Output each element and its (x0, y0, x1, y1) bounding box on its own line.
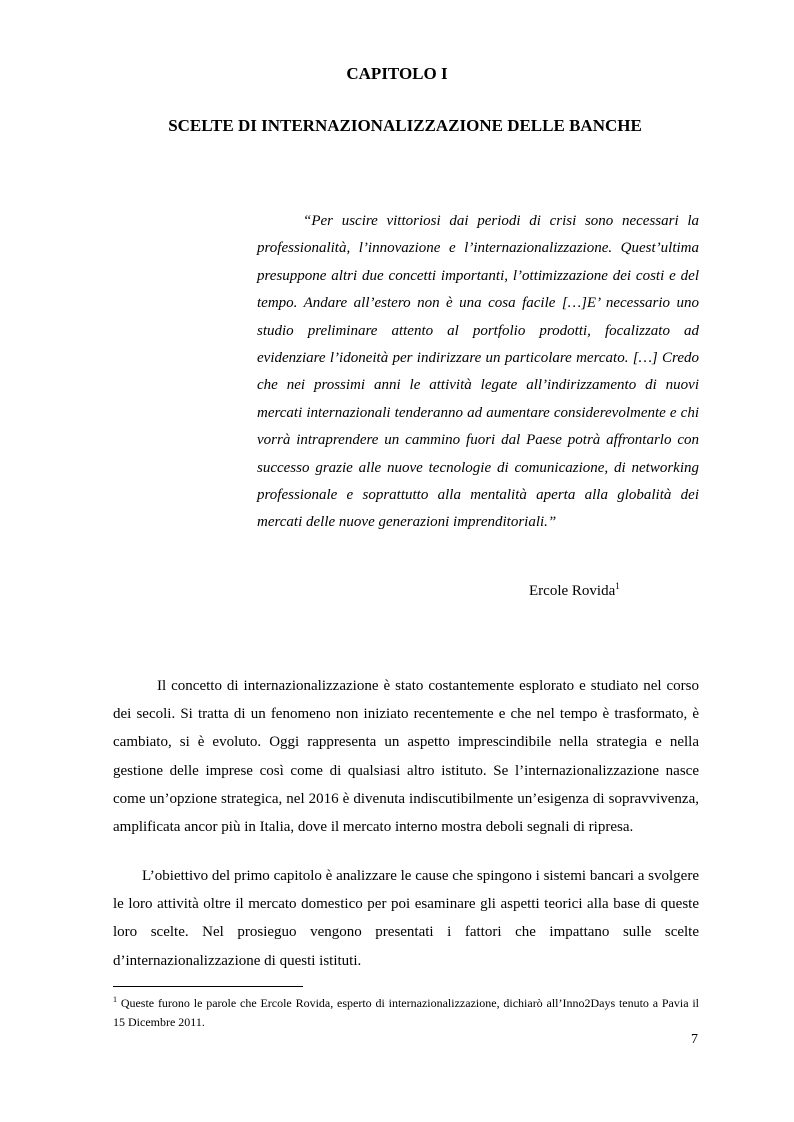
footnote-text: Queste furono le parole che Ercole Rovida, esperto di internazionalizzazione, dichiarò all’Inno2Days tenuto a Pavia il 15 Dicembre 2011. (113, 996, 700, 1029)
epigraph-quote: “Per uscire vittoriosi dai periodi di crisi sono necessari la professionalità, l’innovazione e l’internazionalizzazione. Quest’ultima presuppone altri due concetti importanti, l’ottimizzazione dei costi e del tempo. Andare all’estero non è una cosa facile […]E’ necessario uno studio preliminare attento al portfolio prodotti, focalizzato ad evidenziare l’idoneità per indirizzare un particolare mercato. […] Credo che nei prossimi anni le attività legate all’indirizzamento di nuovi mercati internazionali tenderanno ad aumentare considerevolmente e chi vorrà intraprendere un cammino fuori dal Paese potrà affrontarlo con successo grazie alle nuove tecnologie di comunicazione, di networking professionale e soprattutto alla mentalità aperta alla globalità dei mercati delle nuove generazioni imprenditoriali.” (257, 213, 699, 531)
footnote (113, 994, 699, 1032)
footnote-reference[interactable]: 1 (615, 581, 620, 591)
body-paragraph: L’obiettivo del primo capitolo è analizzare le cause che spingono i sistemi bancari a svolgere le loro attività oltre il mercato domestico per poi esaminare gli aspetti teorici alla base di queste loro scelte. Nel prosieguo vengono presentati i fattori che impattano sulle scelte d’internazionalizzazione di questi istituti. (113, 868, 699, 969)
page-number: 7 (691, 1032, 698, 1047)
footnote-number: 1 (113, 995, 117, 1004)
footnote-separator (113, 986, 303, 987)
chapter-title: SCELTE DI INTERNAZIONALIZZAZIONE DELLE BANCHE (168, 116, 642, 135)
chapter-number: CAPITOLO I (346, 64, 448, 83)
epigraph-author: Ercole Rovida (529, 583, 616, 599)
epigraph-attribution (529, 583, 620, 600)
body-paragraph: Il concetto di internazionalizzazione è stato costantemente esplorato e studiato nel corso dei secoli. Si tratta di un fenomeno non iniziato recentemente e che nel tempo è trasformato, è cambiato, si è evoluto. Oggi rappresenta un aspetto imprescindibile nella strategia e nella gestione delle imprese così come di qualsiasi altro istituto. Se l’internazionalizzazione nasce come un’opzione strategica, nel 2016 è divenuta indiscutibilmente un’esigenza di sopravvivenza, amplificata ancor più in Italia, dove il mercato interno mostra deboli segnali di ripresa. (113, 678, 699, 836)
